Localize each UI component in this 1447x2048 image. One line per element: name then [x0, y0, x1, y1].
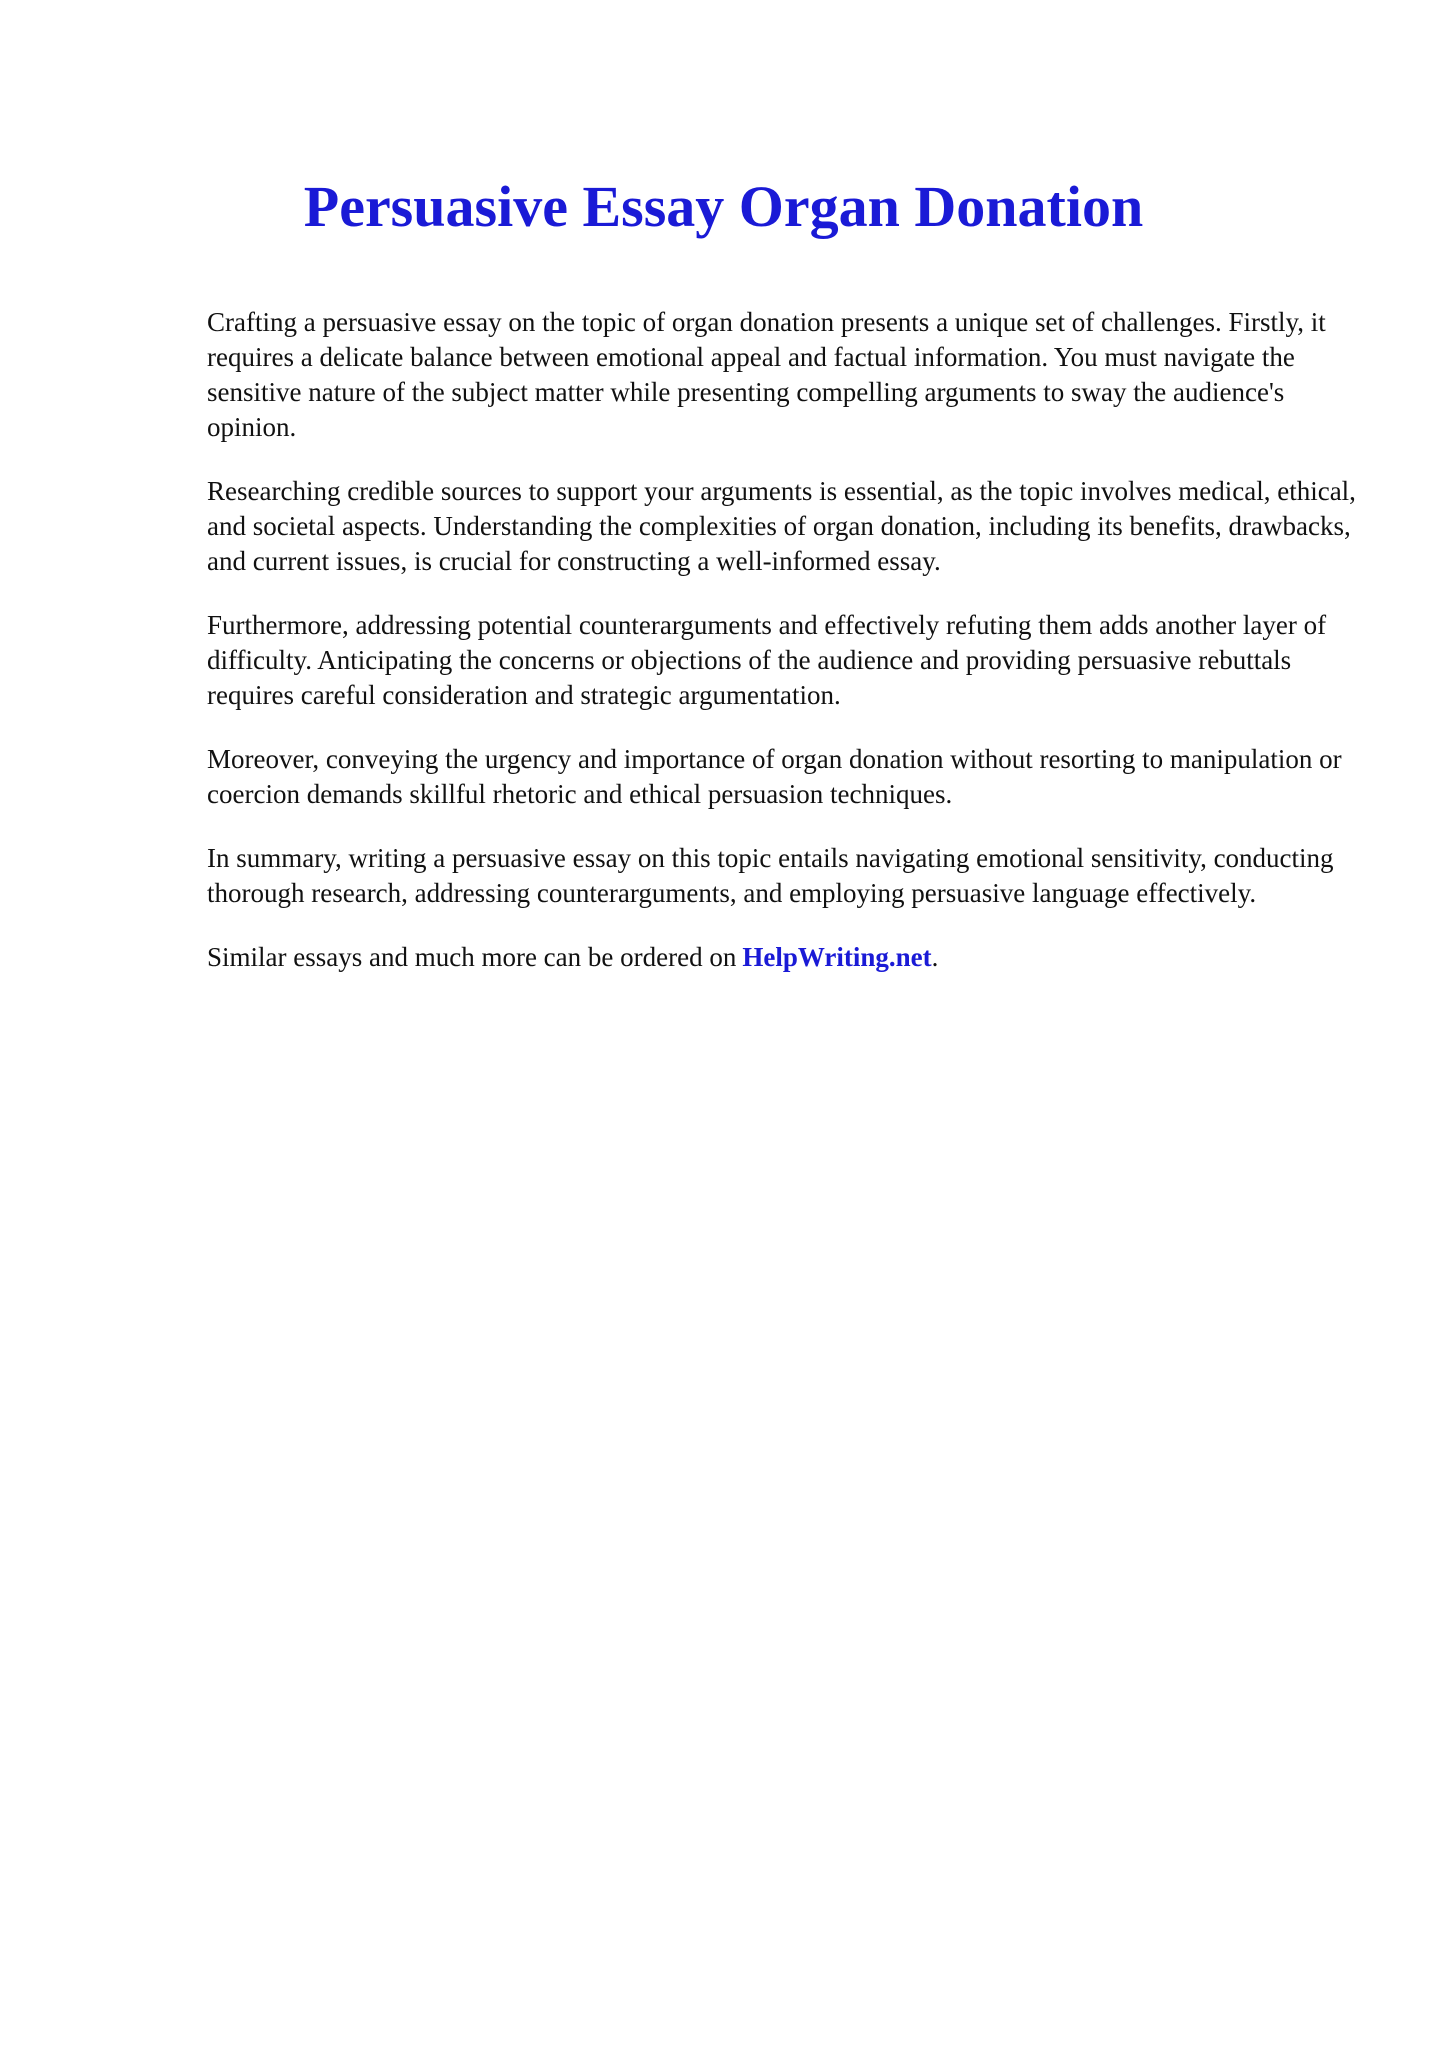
- footer-text: Similar essays and much more can be ordered on: [207, 942, 737, 972]
- footer-line: [207, 940, 1357, 975]
- essay-body: [207, 305, 1357, 1004]
- helpwriting-link[interactable]: HelpWriting.net: [742, 942, 932, 972]
- page-title: Persuasive Essay Organ Donation: [303, 174, 1144, 239]
- paragraph-1: Crafting a persuasive essay on the topic of organ donation presents a unique set of challenges. Firstly, it requires a delicate balance between emotional appeal and factual information. You must navigate the sensitive nature of the subject matter while presenting compelling arguments to sway the audience's opinion.: [207, 307, 1326, 442]
- paragraph-5: In summary, writing a persuasive essay on this topic entails navigating emotional sensitivity, conducting thorough research, addressing counterarguments, and employing persuasive language effectively.: [207, 843, 1334, 908]
- paragraph-3: Furthermore, addressing potential counterarguments and effectively refuting them adds another layer of difficulty. Anticipating the concerns or objections of the audience and providing persuasive rebuttals requires careful consideration and strategic argumentation.: [207, 610, 1327, 710]
- paragraph-4: Moreover, conveying the urgency and importance of organ donation without resorting to manipulation or coercion demands skillful rhetoric and ethical persuasion techniques.: [207, 744, 1342, 809]
- paragraph-2: Researching credible sources to support your arguments is essential, as the topic involves medical, ethical, and societal aspects. Understanding the complexities of organ donation, including its benefits, drawbacks, and current issues, is crucial for constructing a well-informed essay.: [207, 476, 1356, 576]
- footer-period: .: [931, 942, 939, 972]
